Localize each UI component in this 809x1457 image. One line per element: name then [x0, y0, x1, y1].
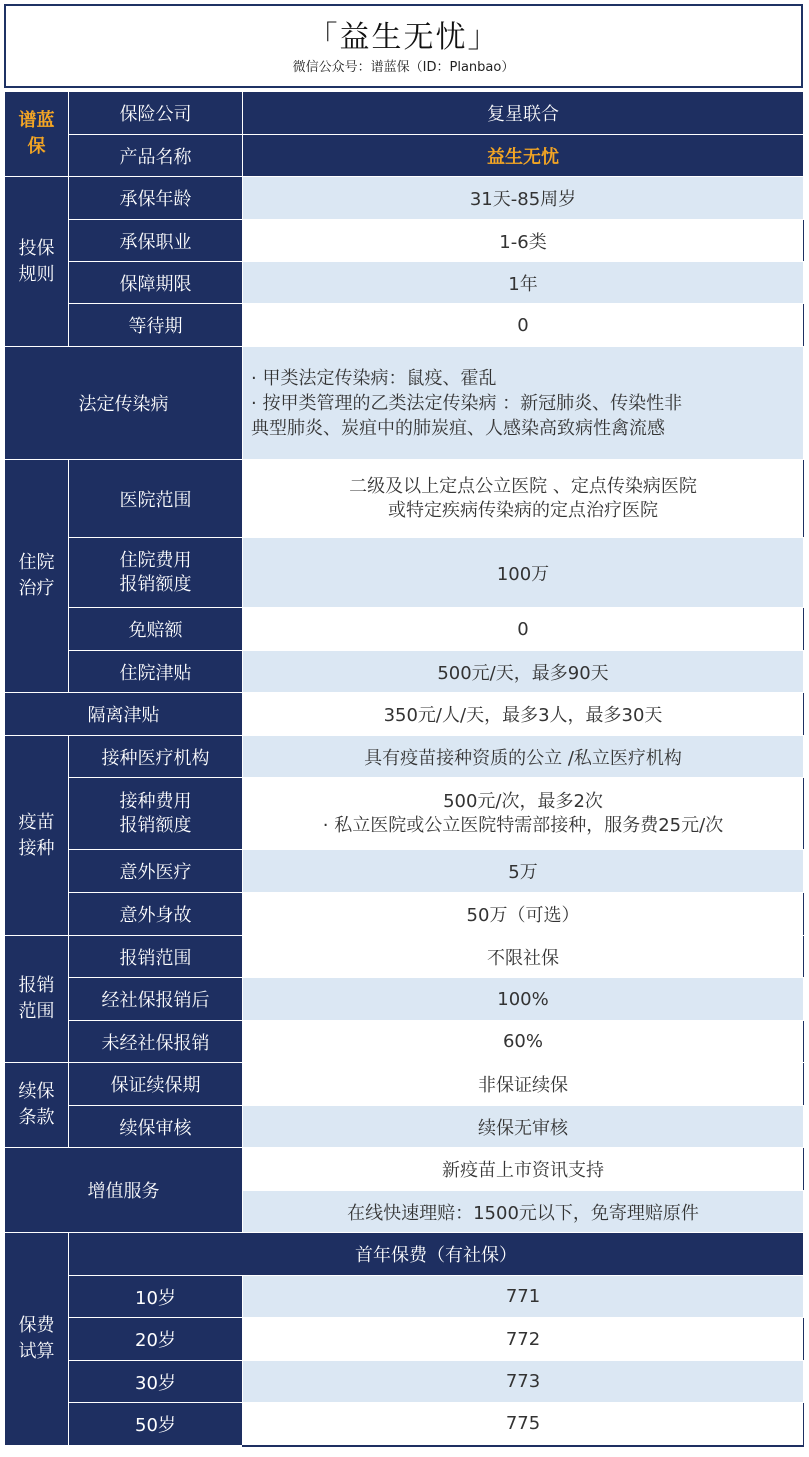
premium-header: 首年保费（有社保） [69, 1233, 804, 1276]
row-value: 500元/天，最多90天 [243, 651, 804, 693]
service-item: 在线快速理赔：1500元以下，免寄理赔原件 [243, 1191, 804, 1233]
label-line: 报销额度 [119, 573, 192, 595]
row-value: 1年 [243, 262, 804, 304]
row-label: 承保年龄 [69, 177, 243, 220]
brand-label: 谱蓝保 [18, 110, 55, 157]
row-value: 续保无审核 [243, 1106, 804, 1148]
table-row [5, 978, 804, 1021]
row-value [243, 778, 804, 850]
value-line: 500元/次，最多2次 [443, 790, 603, 812]
table-row [5, 304, 804, 347]
label-line: 住院费用 [119, 549, 192, 571]
section-label-text: 疫苗接种 [18, 811, 55, 859]
page-subtitle: 微信公众号：谱蓝保（ID：Planbao） [292, 60, 515, 75]
row-label: 医院范围 [69, 460, 243, 538]
row-value: 60% [243, 1021, 804, 1063]
row-label: 增值服务 [5, 1148, 243, 1233]
row-label: 报销范围 [69, 936, 243, 978]
row-label: 保证续保期 [69, 1063, 243, 1106]
row-value: 1-6类 [243, 220, 804, 262]
value-line: 二级及以上定点公立医院 、定点传染病医院 [349, 475, 697, 497]
table-row [5, 936, 804, 978]
table-row [5, 778, 804, 850]
table-row [5, 736, 804, 778]
row-label: 经社保报销后 [69, 978, 243, 1021]
row-label: 法定传染病 [5, 347, 243, 460]
row-value: 100% [243, 978, 804, 1021]
table-row [5, 893, 804, 936]
table-row [5, 92, 804, 135]
row-label: 产品名称 [69, 135, 243, 177]
row-value: 5万 [243, 850, 804, 893]
product-spec-table [4, 91, 804, 1447]
disease-line: · 甲类法定传染病：鼠疫、霍乱 [251, 367, 497, 389]
table-row [5, 850, 804, 893]
row-value: 0 [243, 304, 804, 347]
table-row [5, 1361, 804, 1403]
row-value [243, 460, 804, 538]
row-value: 非保证续保 [243, 1063, 804, 1106]
table-row [5, 651, 804, 693]
table-row [5, 1148, 804, 1191]
table-row [5, 220, 804, 262]
row-value: 350元/人/天，最多3人，最多30天 [243, 693, 804, 736]
value-line: · 私立医院或公立医院特需部接种，服务费25元/次 [322, 814, 724, 836]
table-row [5, 1106, 804, 1148]
section-label [5, 460, 69, 693]
age-label: 10岁 [69, 1276, 243, 1318]
label-line: 报销额度 [119, 814, 192, 836]
table-row [5, 1063, 804, 1106]
row-value: 0 [243, 608, 804, 651]
brand-cell [5, 92, 69, 177]
section-label [5, 177, 69, 347]
label-line: 接种费用 [119, 790, 192, 812]
page-title: 「益生无忧」 [307, 20, 500, 55]
section-label-text: 报销范围 [18, 975, 55, 1022]
row-value: 复星联合 [243, 92, 804, 135]
age-label: 50岁 [69, 1403, 243, 1446]
row-value: 50万（可选） [243, 893, 804, 936]
section-label [5, 936, 69, 1063]
row-value: 不限社保 [243, 936, 804, 978]
row-label: 续保审核 [69, 1106, 243, 1148]
table-row [5, 347, 804, 460]
table-row [5, 538, 804, 608]
section-label [5, 736, 69, 936]
section-label-text: 投保规则 [18, 237, 55, 285]
disease-line: 典型肺炎、炭疽中的肺炭疽、人感染高致病性禽流感 [251, 417, 665, 439]
table-row [5, 135, 804, 177]
premium-value: 772 [243, 1318, 804, 1361]
product-name-value: 益生无忧 [243, 135, 804, 177]
row-label: 免赔额 [69, 608, 243, 651]
row-label: 意外医疗 [69, 850, 243, 893]
table-row [5, 693, 804, 736]
table-row [5, 177, 804, 220]
table-row [5, 1233, 804, 1276]
row-label: 隔离津贴 [5, 693, 243, 736]
row-label: 保障期限 [69, 262, 243, 304]
table-row [5, 608, 804, 651]
row-label: 承保职业 [69, 220, 243, 262]
premium-value: 775 [243, 1403, 804, 1446]
row-value: 具有疫苗接种资质的公立 /私立医疗机构 [243, 736, 804, 778]
section-label [5, 1063, 69, 1148]
section-label [5, 1233, 69, 1446]
section-label-text: 住院治疗 [18, 552, 55, 599]
row-label: 住院津贴 [69, 651, 243, 693]
disease-line: · 按甲类管理的乙类法定传染病 ：新冠肺炎、传染性非 [251, 392, 683, 414]
age-label: 20岁 [69, 1318, 243, 1361]
premium-value: 773 [243, 1361, 804, 1403]
table-row [5, 460, 804, 538]
value-line: 或特定疾病传染病的定点治疗医院 [388, 499, 658, 521]
row-value: 31天-85周岁 [243, 177, 804, 220]
row-label [69, 538, 243, 608]
row-label [69, 778, 243, 850]
row-label: 等待期 [69, 304, 243, 347]
table-row [5, 1318, 804, 1361]
disease-list [243, 347, 804, 460]
row-label: 未经社保报销 [69, 1021, 243, 1063]
section-label-text: 保费试算 [18, 1315, 55, 1362]
table-row [5, 262, 804, 304]
row-label: 接种医疗机构 [69, 736, 243, 778]
row-label: 意外身故 [69, 893, 243, 936]
premium-value: 771 [243, 1276, 804, 1318]
header [4, 4, 803, 88]
age-label: 30岁 [69, 1361, 243, 1403]
row-value: 100万 [243, 538, 804, 608]
section-label-text: 续保条款 [18, 1081, 55, 1128]
table-row [5, 1276, 804, 1318]
service-item: 新疫苗上市资讯支持 [243, 1148, 804, 1191]
row-label: 保险公司 [69, 92, 243, 135]
table-row [5, 1403, 804, 1446]
table-row [5, 1021, 804, 1063]
